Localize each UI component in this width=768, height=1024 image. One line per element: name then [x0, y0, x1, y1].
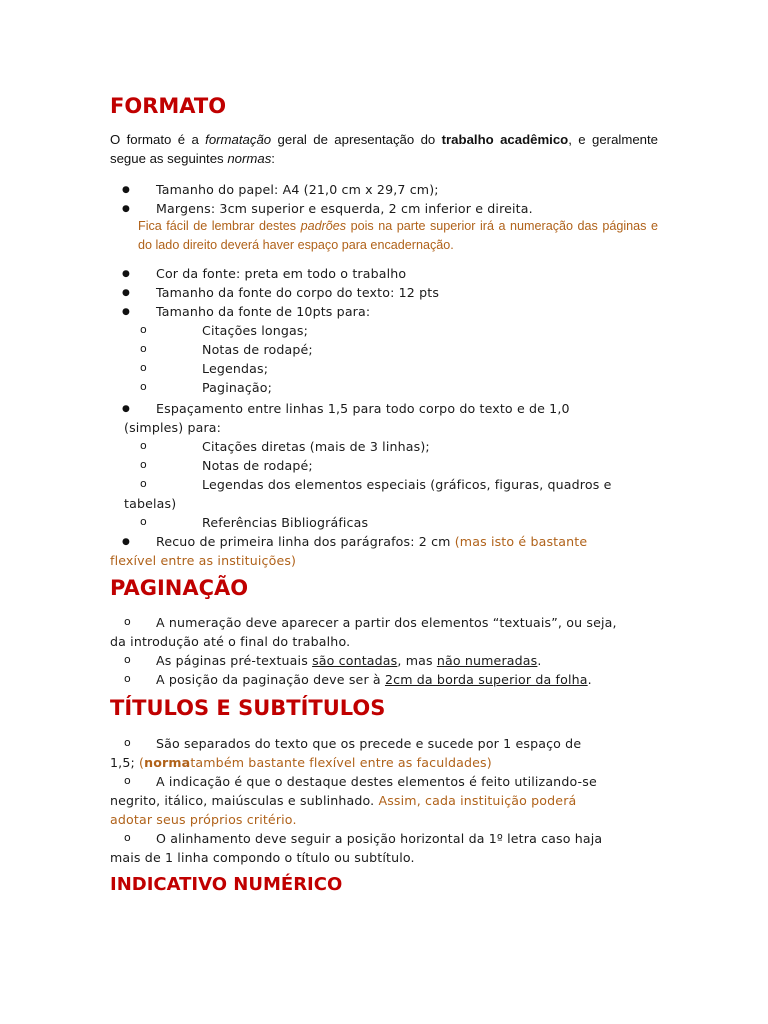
- bullet-icon: ●: [122, 307, 130, 317]
- margins-note: Fica fácil de lembrar destes padrões pois na parte superior irá a numeração das páginas e do lado direito deverá haver espaço para encadernação.: [138, 219, 659, 252]
- list-item: A posição da paginação deve ser à 2cm da borda superior da folha.: [156, 672, 592, 687]
- sub-list-item: Notas de rodapé;: [202, 458, 313, 473]
- list-item: O alinhamento deve seguir a posição horizontal da 1º letra caso haja: [156, 831, 603, 846]
- bullet-icon: ●: [122, 269, 130, 279]
- list-item-continuation: (simples) para:: [124, 420, 222, 435]
- circle-bullet-icon: o: [124, 672, 131, 685]
- circle-bullet-icon: o: [140, 323, 147, 336]
- bullet-icon: ●: [122, 185, 130, 195]
- list-item: São separados do texto que os precede e sucede por 1 espaço de: [156, 736, 582, 751]
- circle-bullet-icon: o: [140, 361, 147, 374]
- circle-bullet-icon: o: [124, 774, 131, 787]
- list-item-continuation: flexível entre as instituições): [110, 553, 297, 568]
- circle-bullet-icon: o: [140, 477, 147, 490]
- list-item: Recuo de primeira linha dos parágrafos: 2 cm (mas isto é bastante: [156, 534, 588, 549]
- sub-list-item: Citações longas;: [202, 323, 308, 338]
- sub-list-item: Citações diretas (mais de 3 linhas);: [202, 439, 430, 454]
- list-item-continuation: mais de 1 linha compondo o título ou subtítulo.: [110, 850, 415, 865]
- circle-bullet-icon: o: [140, 380, 147, 393]
- circle-bullet-icon: o: [140, 439, 147, 452]
- formato-intro: O formato é a formatação geral de apresentação do trabalho acadêmico, e geralmente segue as seguintes normas:: [110, 132, 658, 166]
- bullet-icon: ●: [122, 204, 130, 214]
- list-item: A indicação é que o destaque destes elementos é feito utilizando-se: [156, 774, 597, 789]
- list-item: As páginas pré-textuais são contadas, mas não numeradas.: [156, 653, 542, 668]
- bullet-icon: ●: [122, 537, 130, 547]
- list-item: Tamanho da fonte de 10pts para:: [156, 304, 371, 319]
- bullet-icon: ●: [122, 288, 130, 298]
- circle-bullet-icon: o: [140, 515, 147, 528]
- list-item-continuation: da introdução até o final do trabalho.: [110, 634, 351, 649]
- circle-bullet-icon: o: [140, 458, 147, 471]
- sub-list-item-continuation: tabelas): [124, 496, 177, 511]
- circle-bullet-icon: o: [124, 615, 131, 628]
- sub-list-item: Legendas;: [202, 361, 269, 376]
- list-item: Tamanho do papel: A4 (21,0 cm x 29,7 cm);: [156, 182, 439, 197]
- list-item-continuation: adotar seus próprios critério.: [110, 812, 297, 827]
- circle-bullet-icon: o: [124, 653, 131, 666]
- circle-bullet-icon: o: [124, 831, 131, 844]
- list-item: Margens: 3cm superior e esquerda, 2 cm inferior e direita.: [156, 201, 533, 216]
- list-item: Cor da fonte: preta em todo o trabalho: [156, 266, 407, 281]
- heading-formato: FORMATO: [110, 94, 227, 118]
- heading-indicativo-numerico: INDICATIVO NUMÉRICO: [110, 874, 343, 895]
- list-item: A numeração deve aparecer a partir dos elementos “textuais”, ou seja,: [156, 615, 617, 630]
- circle-bullet-icon: o: [140, 342, 147, 355]
- circle-bullet-icon: o: [124, 736, 131, 749]
- sub-list-item: Paginação;: [202, 380, 273, 395]
- heading-titulos: TÍTULOS E SUBTÍTULOS: [110, 696, 386, 720]
- list-item-continuation: 1,5; (normatambém bastante flexível entre as faculdades): [110, 755, 492, 770]
- list-item: Tamanho da fonte do corpo do texto: 12 pts: [156, 285, 440, 300]
- sub-list-item: Referências Bibliográficas: [202, 515, 369, 530]
- heading-paginacao: PAGINAÇÃO: [110, 576, 249, 600]
- sub-list-item: Notas de rodapé;: [202, 342, 313, 357]
- list-item: Espaçamento entre linhas 1,5 para todo corpo do texto e de 1,0: [156, 401, 570, 416]
- sub-list-item: Legendas dos elementos especiais (gráficos, figuras, quadros e: [202, 477, 612, 492]
- list-item-continuation: negrito, itálico, maiúsculas e sublinhado. Assim, cada instituição poderá: [110, 793, 577, 808]
- bullet-icon: ●: [122, 404, 130, 414]
